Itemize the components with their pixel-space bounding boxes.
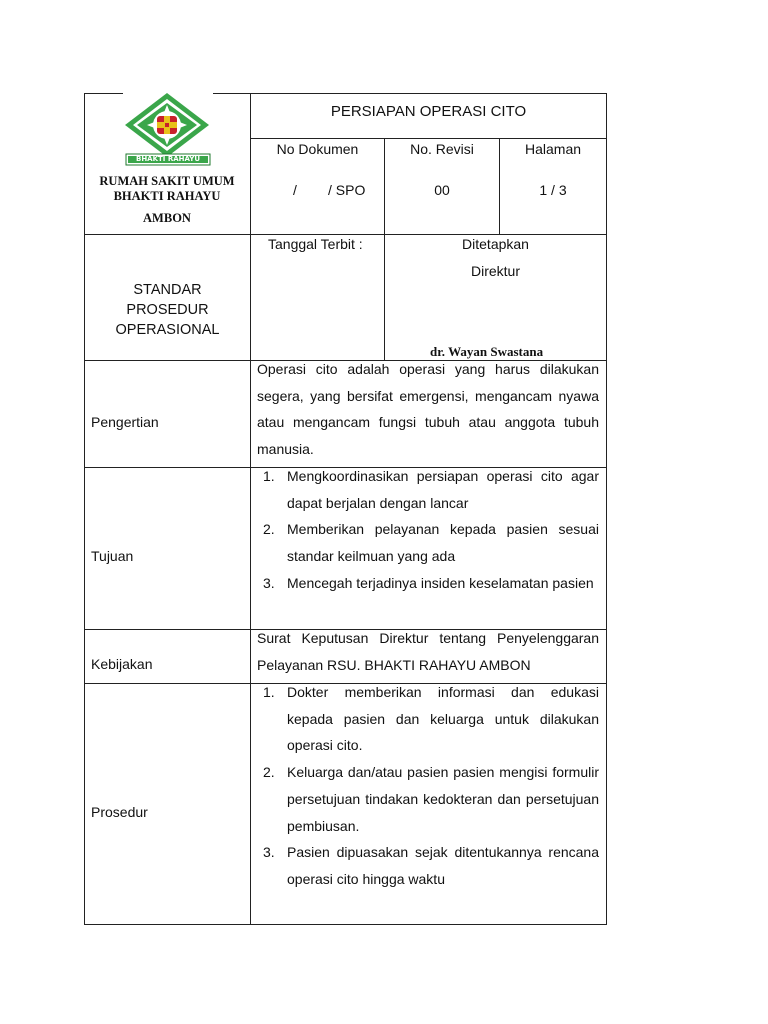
tanggal-terbit-label: Tanggal Terbit : <box>268 236 363 252</box>
org-name-line-2: BHAKTI RAHAYU <box>113 189 221 203</box>
prosedur-list <box>257 679 599 893</box>
no-dokumen-value: / / SPO <box>293 182 366 198</box>
halaman-label: Halaman <box>524 141 582 157</box>
signatory-name: dr. Wayan Swastana <box>430 344 544 359</box>
table-left-border <box>84 93 85 925</box>
no-dokumen-label: No Dokumen <box>276 141 359 157</box>
doc-type-line-2: PROSEDUR <box>126 302 209 318</box>
no-revisi-value: 00 <box>434 182 450 198</box>
list-item: 2. Keluarga dan/atau pasien pasien mengisi formulir persetujuan tindakan kedokteran dan persetujuan pembiusan. <box>263 764 599 834</box>
no-revisi-label: No. Revisi <box>410 141 474 157</box>
halaman-value: 1 / 3 <box>539 182 567 198</box>
pengertian-label: Pengertian <box>91 414 159 430</box>
tujuan-list <box>257 463 599 597</box>
direktur-label: Direktur <box>470 263 520 279</box>
pengertian-text: Operasi cito adalah operasi yang harus dilakukan segera, yang bersifat emergensi, mengancam nyawa atau mengancam fungsi tubuh atau anggota tubuh manusia. <box>257 361 599 458</box>
ditetapkan-label: Ditetapkan <box>462 236 529 252</box>
list-item: 3. Mencegah terjadinya insiden keselamatan pasien <box>263 574 594 591</box>
doc-type-line-1: STANDAR <box>133 282 202 298</box>
org-name-line-3: AMBON <box>143 211 191 225</box>
list-item: 3. Pasien dipuasakan sejak ditentukannya rencana operasi cito hingga waktu <box>263 844 599 887</box>
kebijakan-label: Kebijakan <box>91 656 153 672</box>
table-bottom-border <box>84 924 607 925</box>
prosedur-label: Prosedur <box>91 804 148 820</box>
list-item: 1. Mengkoordinasikan persiapan operasi cito agar dapat berjalan dengan lancar <box>263 468 599 511</box>
tujuan-label: Tujuan <box>91 548 134 564</box>
label-column-border <box>250 93 251 925</box>
kebijakan-text: Surat Keputusan Direktur tentang Penyelenggaran Pelayanan RSU. BHAKTI RAHAYU AMBON <box>257 630 599 673</box>
hospital-logo <box>123 91 213 167</box>
logo-text: BHAKTI RAHAYU <box>135 155 201 163</box>
doc-type-line-3: OPERASIONAL <box>115 322 220 338</box>
list-item: 2. Memberikan pelayanan kepada pasien sesuai standar keilmuan yang ada <box>263 521 599 565</box>
list-item: 1. Dokter memberikan informasi dan edukasi kepada pasien dan keluarga untuk dilakukan operasi cito. <box>263 684 599 754</box>
org-name-line-1: RUMAH SAKIT UMUM <box>99 174 235 188</box>
document-title: PERSIAPAN OPERASI CITO <box>330 103 527 120</box>
table-right-border <box>606 93 607 925</box>
header-divider <box>250 138 607 139</box>
